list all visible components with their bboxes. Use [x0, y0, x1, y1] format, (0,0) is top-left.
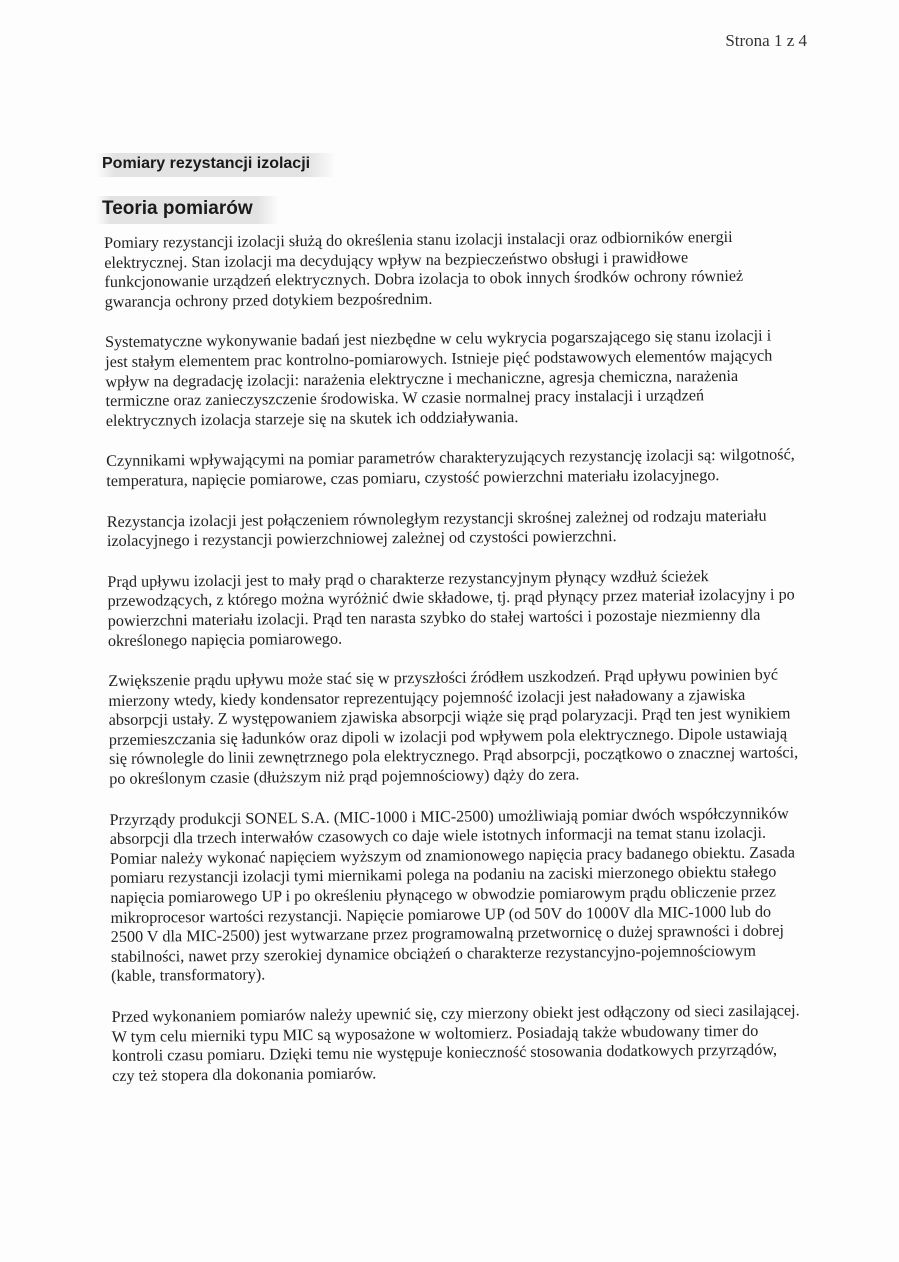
section-heading: Pomiary rezystancji izolacji — [96, 153, 336, 177]
page-number: Strona 1 z 4 — [725, 31, 807, 50]
paragraph: Czynnikami wpływającymi na pomiar parametrów charakteryzujących rezystancję izolacji są: wilgotność, temperatura, napięcie pomiarowe, czas pomiaru, czystość powierzchni materiału izolacyjnego. — [106, 445, 795, 490]
paragraph: Rezystancja izolacji jest połączeniem równoległym rezystancji skrośnej zależnej od rodzaju materiału izolacyjnego i rezystancji powierzchniowej zależnej od czystości powierzchni. — [106, 506, 767, 551]
subsection-heading: Teoria pomiarów — [96, 196, 279, 224]
paragraph: Przyrządy produkcji SONEL S.A. (MIC-1000 i MIC-2500) umożliwiają pomiar dwóch współczynników absorpcji dla trzech interwałów czasowych co daje wiele istotnych informacji na temat stanu izolacji. Pomiar należy wykonać napięciem wyższym od znamionowego napięcia pracy badanego obiektu. Zasada pomiaru rezystancji izolacji tymi miernikami polega na podaniu na zaciski mierzonego obiektu stałego napięcia pomiarowego UP i po określeniu płynącego w obwodzie pomiarowym prądu obliczenie przez mikroprocesor wartości rezystancji. Napięcie pomiarowe UP (od 50V do 1000V dla MIC-1000 lub do 2500 V dla MIC-2500) jest wytwarzane przez programowalną przetwornicę o dużej sprawności i dobrej stabilności, nawet przy szerokiej dynamice obciążeń o charakterze rezystancyjno-pojemnościowym (kable, transformatory). — [109, 804, 796, 986]
paragraph: Prąd upływu izolacji jest to mały prąd o charakterze rezystancyjnym płynący wzdłuż ścieżek przewodzących, z którego można wyróżnić dwie składowe, tj. prąd płynący przez materiał izolacyjny i po powierzchni materiału izolacji. Prąd ten narasta szybko do stałej wartości i pozostaje niezmienny dla określonego napięcia pomiarowego. — [107, 566, 795, 650]
paragraph: Pomiary rezystancji izolacji służą do określenia stanu izolacji instalacji oraz odbiorników energii elektrycznej. Stan izolacji ma decydujący wpływ na bezpieczeństwo obsługi i prawidłowe funkcjonowanie urządzeń elektrycznych. Dobra izolacja to obok innych środków ochrony również gwarancja ochrony przed dotykiem bezpośrednim. — [104, 227, 744, 311]
document-body — [104, 227, 802, 1107]
paragraph: Systematyczne wykonywanie badań jest niezbędne w celu wykrycia pogarszającego się stanu izolacji i jest stałym elementem prac kontrolno-pomiarowych. Istnieje pięć podstawowych elementów mających wpływ na degradację izolacji: narażenia elektryczne i mechaniczne, agresja chemiczna, narażenia termiczne oraz zanieczyszczenie środowiska. W czasie normalnej pracy instalacji i urządzeń elektrycznych izolacja starzeje się na skutek ich oddziaływania. — [104, 326, 773, 430]
paragraph: Przed wykonaniem pomiarów należy upewnić się, czy mierzony obiekt jest odłączony od sieci zasilającej. W tym celu mierniki typu MIC są wyposażone w woltomierz. Posiadają także wbudowany timer do kontroli czasu pomiaru. Dzięki temu nie występuje konieczność stosowania dodatkowych przyrządów, czy też stopera dla dokonania pomiarów. — [111, 1001, 800, 1085]
paragraph: Zwiększenie prądu upływu może stać się w przyszłości źródłem uszkodzeń. Prąd upływu powinien być mierzony wtedy, kiedy kondensator reprezentujący pojemność izolacji jest naładowany a zjawiska absorpcji ustały. Z występowaniem zjawiska absorpcji wiąże się prąd polaryzacji. Prąd ten jest wynikiem przemieszczania się ładunków oraz dipoli w izolacji pod wpływem pola elektrycznego. Dipole ustawiają się równolegle do linii zewnętrznego pola elektrycznego. Prąd absorpcji, początkowo o znacznej wartości, po określonym czasie (dłuższym niż prąd pojemnościowy) dąży do zera. — [108, 665, 799, 789]
